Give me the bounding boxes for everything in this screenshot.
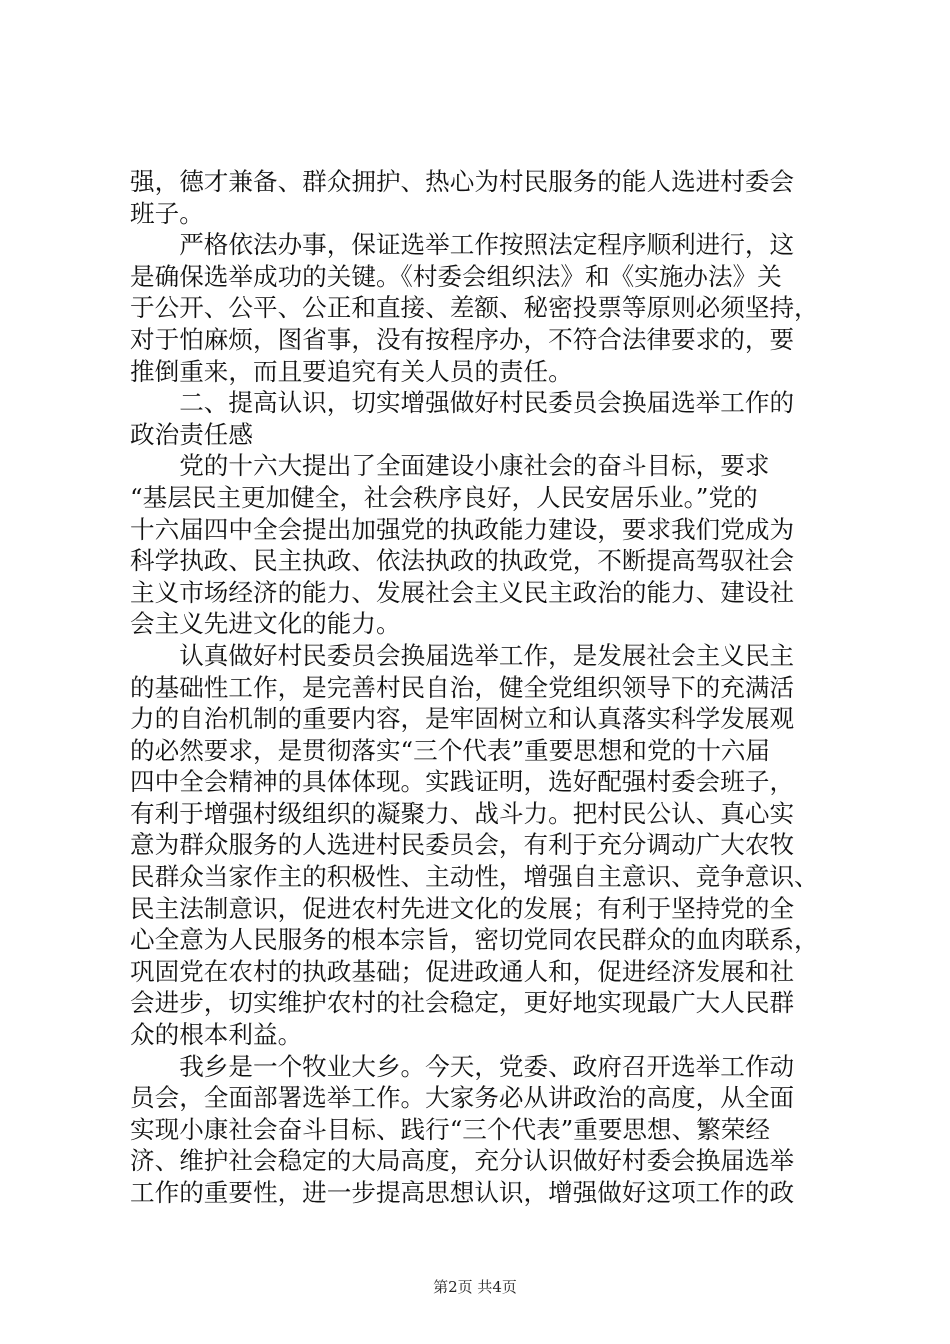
text-line: 济、维护社会稳定的大局高度，充分认识做好村委会换届选举 [130,1146,795,1176]
text-line: 认真做好村民委员会换届选举工作，是发展社会主义民主 [130,640,795,670]
section-heading-line: 政治责任感 [130,419,253,449]
text-line: 民群众当家作主的积极性、主动性，增强自主意识、竞争意识、 [130,862,819,892]
text-line: 员会，全面部署选举工作。大家务必从讲政治的高度，从全面 [130,1083,795,1113]
text-line: 是确保选举成功的关键。《村委会组织法》和《实施办法》关 [130,261,782,291]
text-line: “基层民主更加健全，社会秩序良好，人民安居乐业。”党的 [130,482,758,512]
text-line: 会进步，切实维护农村的社会稳定，更好地实现最广大人民群 [130,988,795,1018]
text-line: 工作的重要性，进一步提高思想认识，增强做好这项工作的政 [130,1178,795,1207]
text-line: 强，德才兼备、群众拥护、热心为村民服务的能人选进村委会 [130,167,795,196]
text-line: 民主法制意识，促进农村先进文化的发展；有利于坚持党的全 [130,893,795,923]
text-line: 科学执政、民主执政、依法执政的执政党，不断提高驾驭社会 [130,546,795,576]
text-line: 对于怕麻烦，图省事，没有按程序办，不符合法律要求的，要 [130,324,795,354]
text-line: 的基础性工作，是完善村民自治，健全党组织领导下的充满活 [130,672,795,702]
text-line: 有利于增强村级组织的凝聚力、战斗力。把村民公认、真心实 [130,798,795,828]
text-line: 巩固党在农村的执政基础；促进政通人和，促进经济发展和社 [130,956,795,986]
text-line: 心全意为人民服务的根本宗旨，密切党同农民群众的血肉联系， [130,925,819,955]
page-number: 第2页 共4页 [433,1278,517,1296]
text-line: 党的十六大提出了全面建设小康社会的奋斗目标，要求 [130,451,770,481]
text-line: 力的自治机制的重要内容，是牢固树立和认真落实科学发展观 [130,704,795,734]
text-line: 主义市场经济的能力、发展社会主义民主政治的能力、建设社 [130,577,795,607]
text-line: 意为群众服务的人选进村民委员会，有利于充分调动广大农牧 [130,830,795,860]
text-line: 我乡是一个牧业大乡。今天，党委、政府召开选举工作动 [130,1051,795,1081]
text-line: 十六届四中全会提出加强党的执政能力建设，要求我们党成为 [130,514,795,544]
text-line: 的必然要求，是贯彻落实“三个代表”重要思想和党的十六届 [130,735,770,765]
text-line: 严格依法办事，保证选举工作按照法定程序顺利进行，这 [130,230,795,260]
text-line: 众的根本利益。 [130,1020,303,1050]
text-line: 四中全会精神的具体体现。实践证明，选好配强村委会班子， [130,767,795,797]
text-line: 推倒重来，而且要追究有关人员的责任。 [130,356,573,386]
text-line: 班子。 [130,198,204,228]
text-line: 会主义先进文化的能力。 [130,609,401,639]
text-line: 于公开、公平、公正和直接、差额、秘密投票等原则必须坚持， [130,293,819,323]
section-heading-line: 二、提高认识，切实增强做好村民委员会换届选举工作的 [130,388,795,418]
body-text [130,166,830,1209]
text-line: 实现小康社会奋斗目标、践行“三个代表”重要思想、繁荣经 [130,1114,770,1144]
